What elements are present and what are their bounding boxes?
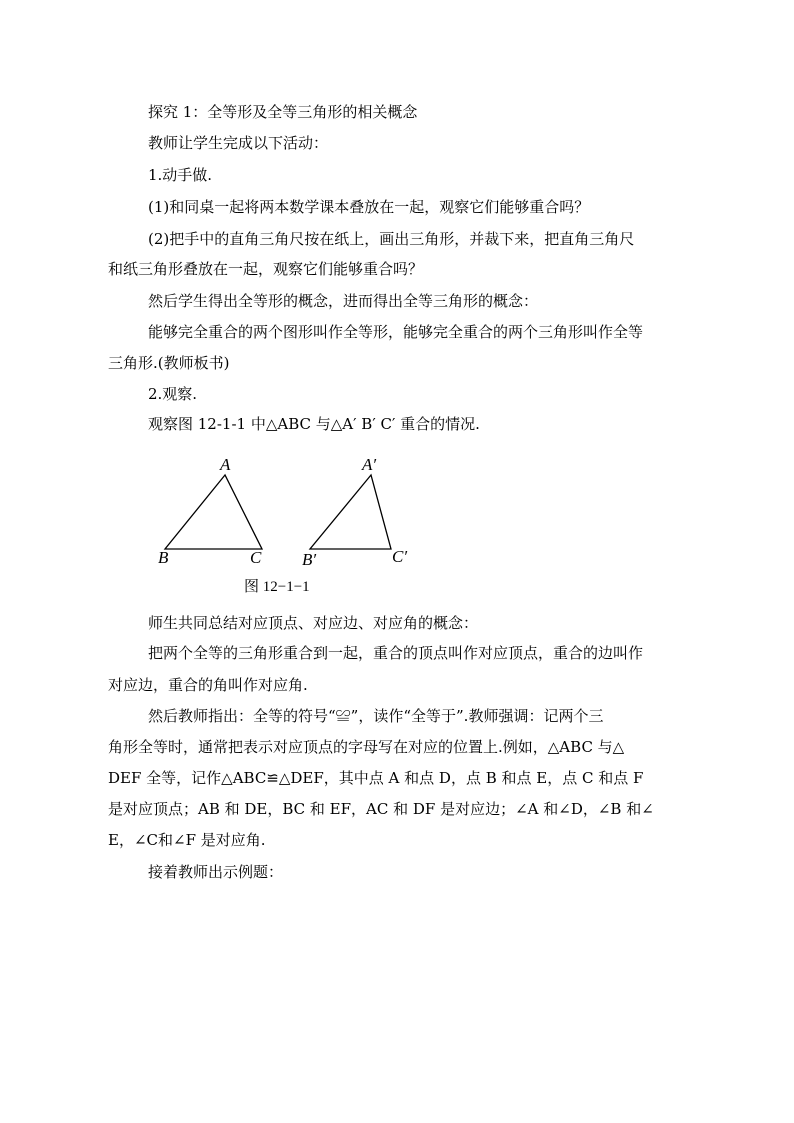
paragraph-line: 三角形.(教师板书) xyxy=(108,354,230,372)
paragraph-line: 师生共同总结对应顶点、对应边、对应角的概念： xyxy=(148,614,479,632)
paragraph-line: (1)和同桌一起将两本数学课本叠放在一起，观察它们能够重合吗？ xyxy=(148,198,590,216)
vertex-label-c: C xyxy=(250,548,262,567)
paragraph-line: 然后教师指出：全等的符号“≌”，读作“全等于”.教师强调：记两个三 xyxy=(148,707,604,725)
paragraph-line: 观察图 12-1-1 中△ABC 与△A′ B′ C′ 重合的情况. xyxy=(148,415,480,433)
paragraph-line: 能够完全重合的两个图形叫作全等形，能够完全重合的两个三角形叫作全等 xyxy=(148,323,644,341)
paragraph-line: (2)把手中的直角三角尺按在纸上，画出三角形，并裁下来，把直角三角尺 xyxy=(148,230,635,248)
vertex-label-a-prime: A′ xyxy=(362,455,377,474)
triangle-abc xyxy=(165,475,262,549)
triangle-abc-prime xyxy=(310,475,391,549)
paragraph-line: 是对应顶点；AB 和 DE，BC 和 EF，AC 和 DF 是对应边；∠A 和∠D，∠B 和∠ xyxy=(108,800,654,818)
paragraph-line: 教师让学生完成以下活动： xyxy=(148,134,329,152)
paragraph-line: 把两个全等的三角形重合到一起，重合的顶点叫作对应顶点，重合的边叫作 xyxy=(148,644,644,662)
figure-caption: 图 12−1−1 xyxy=(244,579,310,595)
vertex-label-b: B xyxy=(158,548,169,567)
paragraph-line: 1.动手做. xyxy=(148,166,213,184)
paragraph-line: 和纸三角形叠放在一起，观察它们能够重合吗？ xyxy=(108,260,424,278)
paragraph-line: DEF 全等，记作△ABC≌△DEF，其中点 A 和点 D，点 B 和点 E，点 C 和点 F xyxy=(108,769,644,787)
paragraph-line: 2.观察. xyxy=(148,385,198,403)
vertex-label-a: A xyxy=(220,455,231,474)
paragraph-line: 角形全等时，通常把表示对应顶点的字母写在对应的位置上.例如，△ABC 与△ xyxy=(108,738,625,756)
paragraph-line: E，∠C和∠F 是对应角. xyxy=(108,831,266,849)
paragraph-line: 接着教师出示例题： xyxy=(148,863,284,881)
vertex-label-c-prime: C′ xyxy=(392,547,408,566)
paragraph-line: 然后学生得出全等形的概念，进而得出全等三角形的概念： xyxy=(148,292,539,310)
section-heading: 探究 1：全等形及全等三角形的相关概念 xyxy=(148,103,418,121)
paragraph-line: 对应边，重合的角叫作对应角. xyxy=(108,676,308,694)
vertex-label-b-prime: B′ xyxy=(302,550,317,569)
